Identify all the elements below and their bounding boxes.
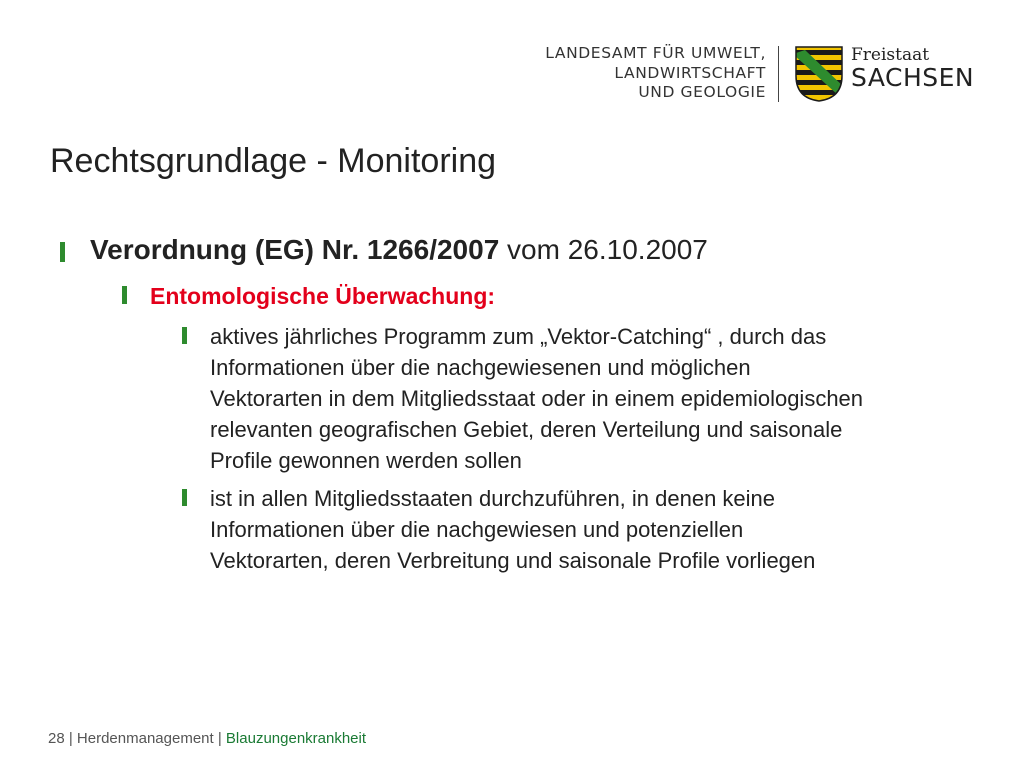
regulation-date: vom 26.10.2007 bbox=[499, 234, 708, 265]
bullet-icon bbox=[182, 327, 187, 344]
page-number: 28 bbox=[48, 730, 65, 747]
state-wordmark bbox=[851, 46, 974, 92]
bullet-icon bbox=[182, 489, 187, 506]
footer-topic: Blauzungenkrankheit bbox=[225, 730, 367, 747]
saxony-crest-icon bbox=[795, 46, 843, 102]
bullet-level-3 bbox=[210, 483, 815, 576]
text-line: Profile gewonnen werden sollen bbox=[210, 448, 522, 473]
slide-title: Rechtsgrundlage - Monitoring bbox=[50, 142, 497, 180]
state-small-text: Freistaat bbox=[851, 45, 930, 65]
bullet-icon bbox=[122, 286, 127, 304]
text-line: relevanten geografischen Gebiet, deren Verteilung und saisonale bbox=[210, 417, 843, 442]
header-divider bbox=[778, 46, 779, 102]
text-line: ist in allen Mitgliedsstaaten durchzuführen, in denen keine bbox=[210, 486, 776, 511]
regulation-name: Verordnung (EG) Nr. 1266/2007 bbox=[90, 234, 500, 265]
text-line: Informationen über die nachgewiesenen und möglichen bbox=[210, 355, 751, 380]
state-big-text: SACHSEN bbox=[851, 63, 975, 92]
bullet-icon bbox=[60, 242, 65, 262]
agency-line-1: LANDESAMT FÜR UMWELT, bbox=[545, 44, 766, 62]
footer bbox=[48, 730, 366, 747]
bullet-level-1 bbox=[90, 233, 708, 267]
text-line: Vektorarten in dem Mitgliedsstaat oder in einem epidemiologischen bbox=[210, 386, 864, 411]
text-line: Informationen über die nachgewiesen und potenziellen bbox=[210, 517, 744, 542]
agency-name bbox=[545, 44, 766, 103]
text-line: aktives jährliches Programm zum „Vektor-Catching“ , durch das bbox=[210, 324, 827, 349]
bullet-level-2: Entomologische Überwachung: bbox=[150, 283, 496, 309]
agency-line-3: UND GEOLOGIE bbox=[638, 83, 766, 101]
footer-separator: | bbox=[213, 730, 226, 747]
text-line: Vektorarten, deren Verbreitung und saisonale Profile vorliegen bbox=[210, 548, 816, 573]
agency-line-2: LANDWIRTSCHAFT bbox=[614, 63, 766, 82]
bullet-level-3 bbox=[210, 321, 863, 476]
footer-separator: | bbox=[64, 730, 77, 747]
footer-section: Herdenmanagement bbox=[76, 730, 214, 747]
